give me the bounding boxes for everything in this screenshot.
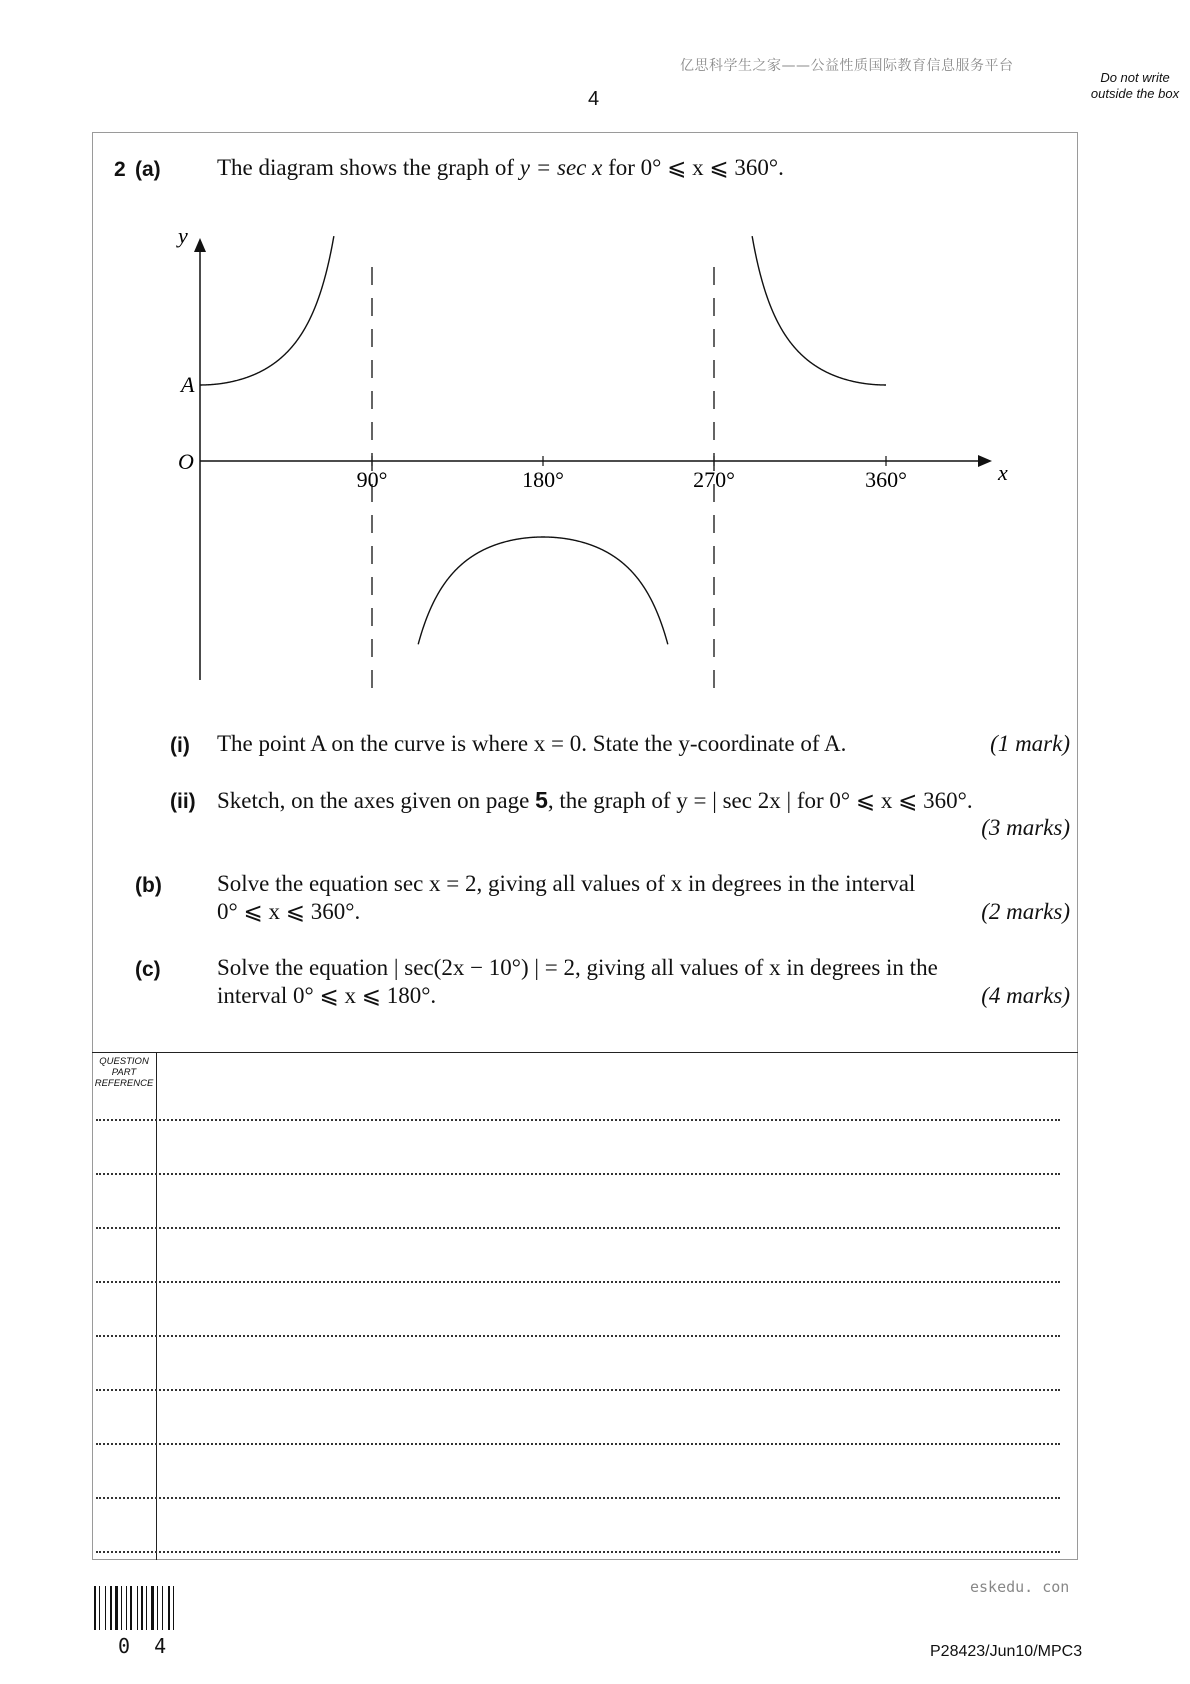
page-number: 4 [588,88,600,110]
sub-ii-label: (ii) [170,790,196,813]
answer-area-divider [92,1052,1078,1053]
barcode-bar [141,1586,143,1630]
margin-note: Do not write outside the box [1090,70,1180,101]
sub-ii-marks: (3 marks) [981,815,1070,840]
barcode-bar [162,1586,163,1630]
tick-label-90: 90° [356,467,388,492]
part-c-line1: Solve the equation | sec(2x − 10°) | = 2, giving all values of x in degrees in the [217,955,938,980]
answer-line[interactable] [96,1335,1060,1337]
sub-ii-after: , the graph of y = | sec 2x | for 0° ⩽ x ⩽ 360°. [547,788,973,813]
curve-branch-middle [418,537,668,644]
barcode-bar [168,1586,170,1630]
barcode-bar [146,1586,147,1630]
barcode-bar [105,1586,106,1630]
barcode-bar [115,1586,118,1630]
part-a-equation: y = sec x [519,155,603,180]
barcode-bar [94,1586,96,1630]
sub-ii-page: 5 [535,787,548,813]
part-c-marks: (4 marks) [981,983,1070,1008]
part-c-line2: interval 0° ⩽ x ⩽ 180°. [217,983,437,1008]
answer-line[interactable] [96,1227,1060,1229]
part-b-line1: Solve the equation sec x = 2, giving all values of x in degrees in the interval [217,871,916,896]
question-number: 2 [114,158,126,181]
sub-ii-text [217,787,973,814]
part-b-label: (b) [135,874,162,897]
barcode-number: 0 4 [118,1634,173,1658]
part-b-line2: 0° ⩽ x ⩽ 360°. [217,899,361,924]
reference-column-rule [156,1052,157,1560]
y-axis-arrow [194,238,206,252]
sub-i-text: The point A on the curve is where x = 0. State the y-coordinate of A. [217,731,847,756]
sec-x-graph [150,225,1010,705]
sub-ii-before: Sketch, on the axes given on page [217,788,536,813]
part-a-prefix: The diagram shows the graph of [217,155,520,180]
barcode-bar [99,1586,100,1630]
y-axis-label: y [178,225,188,248]
answer-line[interactable] [96,1389,1060,1391]
x-axis-arrow [978,455,992,467]
barcode-bar [121,1586,122,1630]
barcode-bar [157,1586,158,1630]
part-a-text [217,155,784,181]
barcode-bar [151,1586,154,1630]
part-b-marks: (2 marks) [981,899,1070,924]
answer-line[interactable] [96,1119,1060,1121]
paper-reference: P28423/Jun10/MPC3 [930,1643,1083,1660]
barcode-bar [130,1586,132,1630]
tick-label-360: 360° [865,467,907,492]
barcode-bar [137,1586,138,1630]
point-a-label: A [181,372,195,397]
part-c-label: (c) [135,958,161,981]
sub-i-marks: (1 mark) [990,731,1070,756]
answer-line[interactable] [96,1281,1060,1283]
answer-line[interactable] [96,1443,1060,1445]
watermark-text: 亿思科学生之家——公益性质国际教育信息服务平台 [680,58,1014,74]
barcode-bar [126,1586,127,1630]
tick-label-180: 180° [522,467,564,492]
curve-branch-right [752,236,886,385]
answer-line[interactable] [96,1173,1060,1175]
tick-label-270: 270° [693,467,735,492]
barcode-bar [110,1586,112,1630]
origin-label: O [178,449,194,474]
part-a-label: (a) [135,158,161,181]
barcode [92,1586,196,1630]
sub-i-label: (i) [170,734,190,757]
site-watermark: eskedu. con [970,1578,1070,1596]
curve-branch-left [200,236,334,385]
question-part-reference-label: QUESTION PART REFERENCE [94,1056,154,1089]
answer-line[interactable] [96,1497,1060,1499]
barcode-bar [173,1586,174,1630]
part-a-domain: for 0° ⩽ x ⩽ 360°. [602,155,784,180]
answer-line[interactable] [96,1551,1060,1553]
x-axis-label: x [998,460,1008,485]
